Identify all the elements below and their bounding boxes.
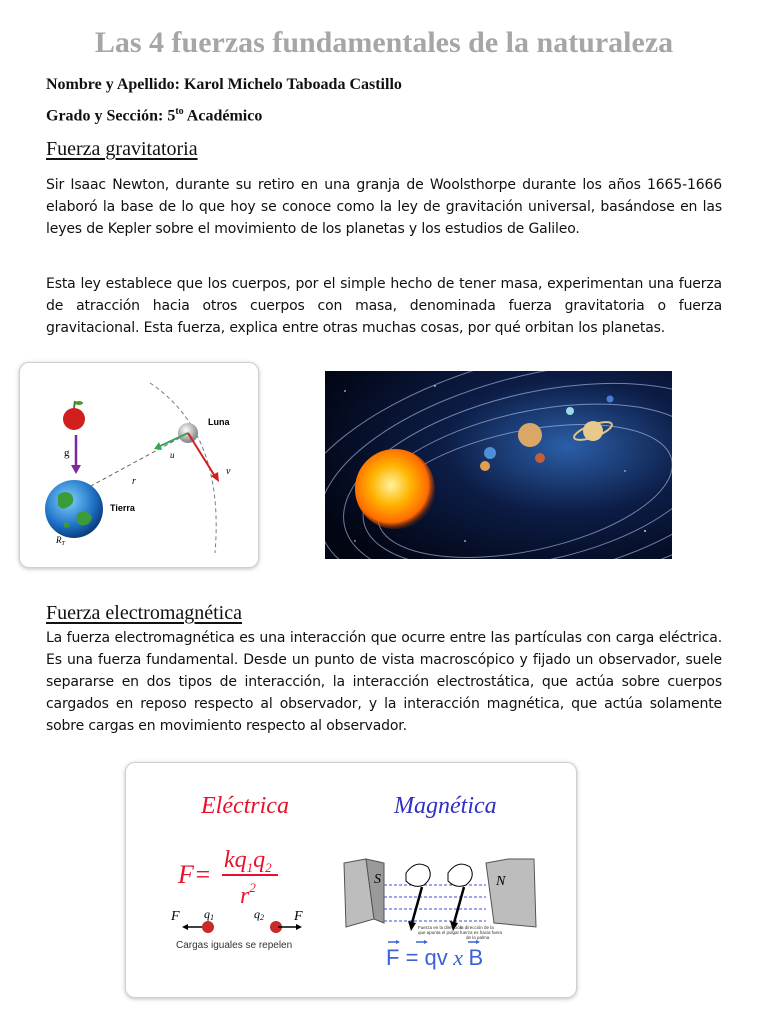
grade-line [46,106,262,125]
charge1-label: q1 [204,907,214,922]
earth-icon [45,480,103,538]
jupiter-icon [518,423,542,447]
solar-system-image [325,371,672,559]
grade-superscript: to [175,106,184,117]
electromagnetic-diagram [125,762,577,998]
label-tierra: Tierra [110,503,135,513]
pole-n-block [486,859,536,927]
grade-number: 5 [167,107,176,125]
force-right-label: F [294,909,303,924]
charge-icon [202,921,214,933]
gravity-diagram [19,362,259,568]
force-left-label: F [171,909,180,924]
apple-icon [63,401,85,430]
repel-caption: Cargas iguales se repelen [176,940,293,951]
paragraph-gravity-1: Sir Isaac Newton, durante su retiro en una granja de Woolsthorpe durante los años 1665-1666 elaboró la base de lo que hoy se conoce como la ley de gravitación universal, basándose en las leyes de Kepler sobre el movimiento de los planetas y los estudios de Galileo. [46,177,722,237]
label-u: u [170,450,175,460]
planet-icon [535,453,545,463]
small-note-4: fuerza es hacia fuera [460,930,503,935]
grade-label: Grado y Sección: [46,107,164,125]
pole-s-label: S [374,872,381,887]
coulomb-denominator: $r^2$ [240,880,256,909]
sun-icon [355,449,435,529]
small-note-2: la dirección de la [460,925,494,930]
coulomb-F: F= [178,860,212,889]
label-g: g [64,447,70,459]
planet-icon [484,447,496,459]
planet-icon [480,461,490,471]
label-v: v [226,466,231,477]
pole-n-label: N [496,874,506,889]
heading-gravity: Fuerza gravitatoria [46,138,198,160]
grade-text: Académico [186,107,263,125]
paragraph-gravity-2: Esta ley establece que los cuerpos, por el simple hecho de tener masa, experimentan una fuerza de atracción hacia otros cuerpos con masa, denominada fuerza gravitatoria o fuerza gravitacional. Esta fuerza, explica entre otras muchas cosas, por qué orbitan los planetas. [46,276,722,336]
hand-icon [406,864,472,886]
heading-electromagnetic: Fuerza electromagnética [46,602,242,624]
small-note-3: que apunta el pulgar [418,930,460,935]
student-name-value: Karol Michelo Taboada Castillo [183,76,402,93]
page-title: Las 4 fuerzas fundamentales de la naturaleza [94,26,674,59]
student-name-label: Nombre y Apellido: [46,76,180,93]
planet-icon [566,407,574,415]
electric-title: Eléctrica [201,793,289,819]
student-name-line [46,76,402,94]
small-note-5: de la palma [466,935,490,940]
small-note-1: Fuerza en la dirección [418,925,463,930]
coulomb-numerator: $kq_1q_2$ [224,847,272,875]
magnetic-title: Magnética [394,793,497,819]
paragraph-electromagnetic: La fuerza electromagnética es una interacción que ocurre entre las partículas con carga eléctrica. Es una fuerza fundamental. Desde un punto de vista macroscópico y fijado un observador, suele separarse en dos tipos de interacción, la interacción electrostática, que actúa sobre cuerpos cargados en reposo respecto al observador, y la interacción magnética, que actúa solamente sobre cargas en movimiento respecto al observador. [46,630,722,734]
label-rt: $R_T$ [56,535,65,547]
planet-icon [607,396,614,403]
lorentz-formula: F = qv x B [386,945,484,970]
label-luna: Luna [208,417,230,427]
label-r: r [132,476,136,487]
charge2-label: q2 [254,907,264,922]
